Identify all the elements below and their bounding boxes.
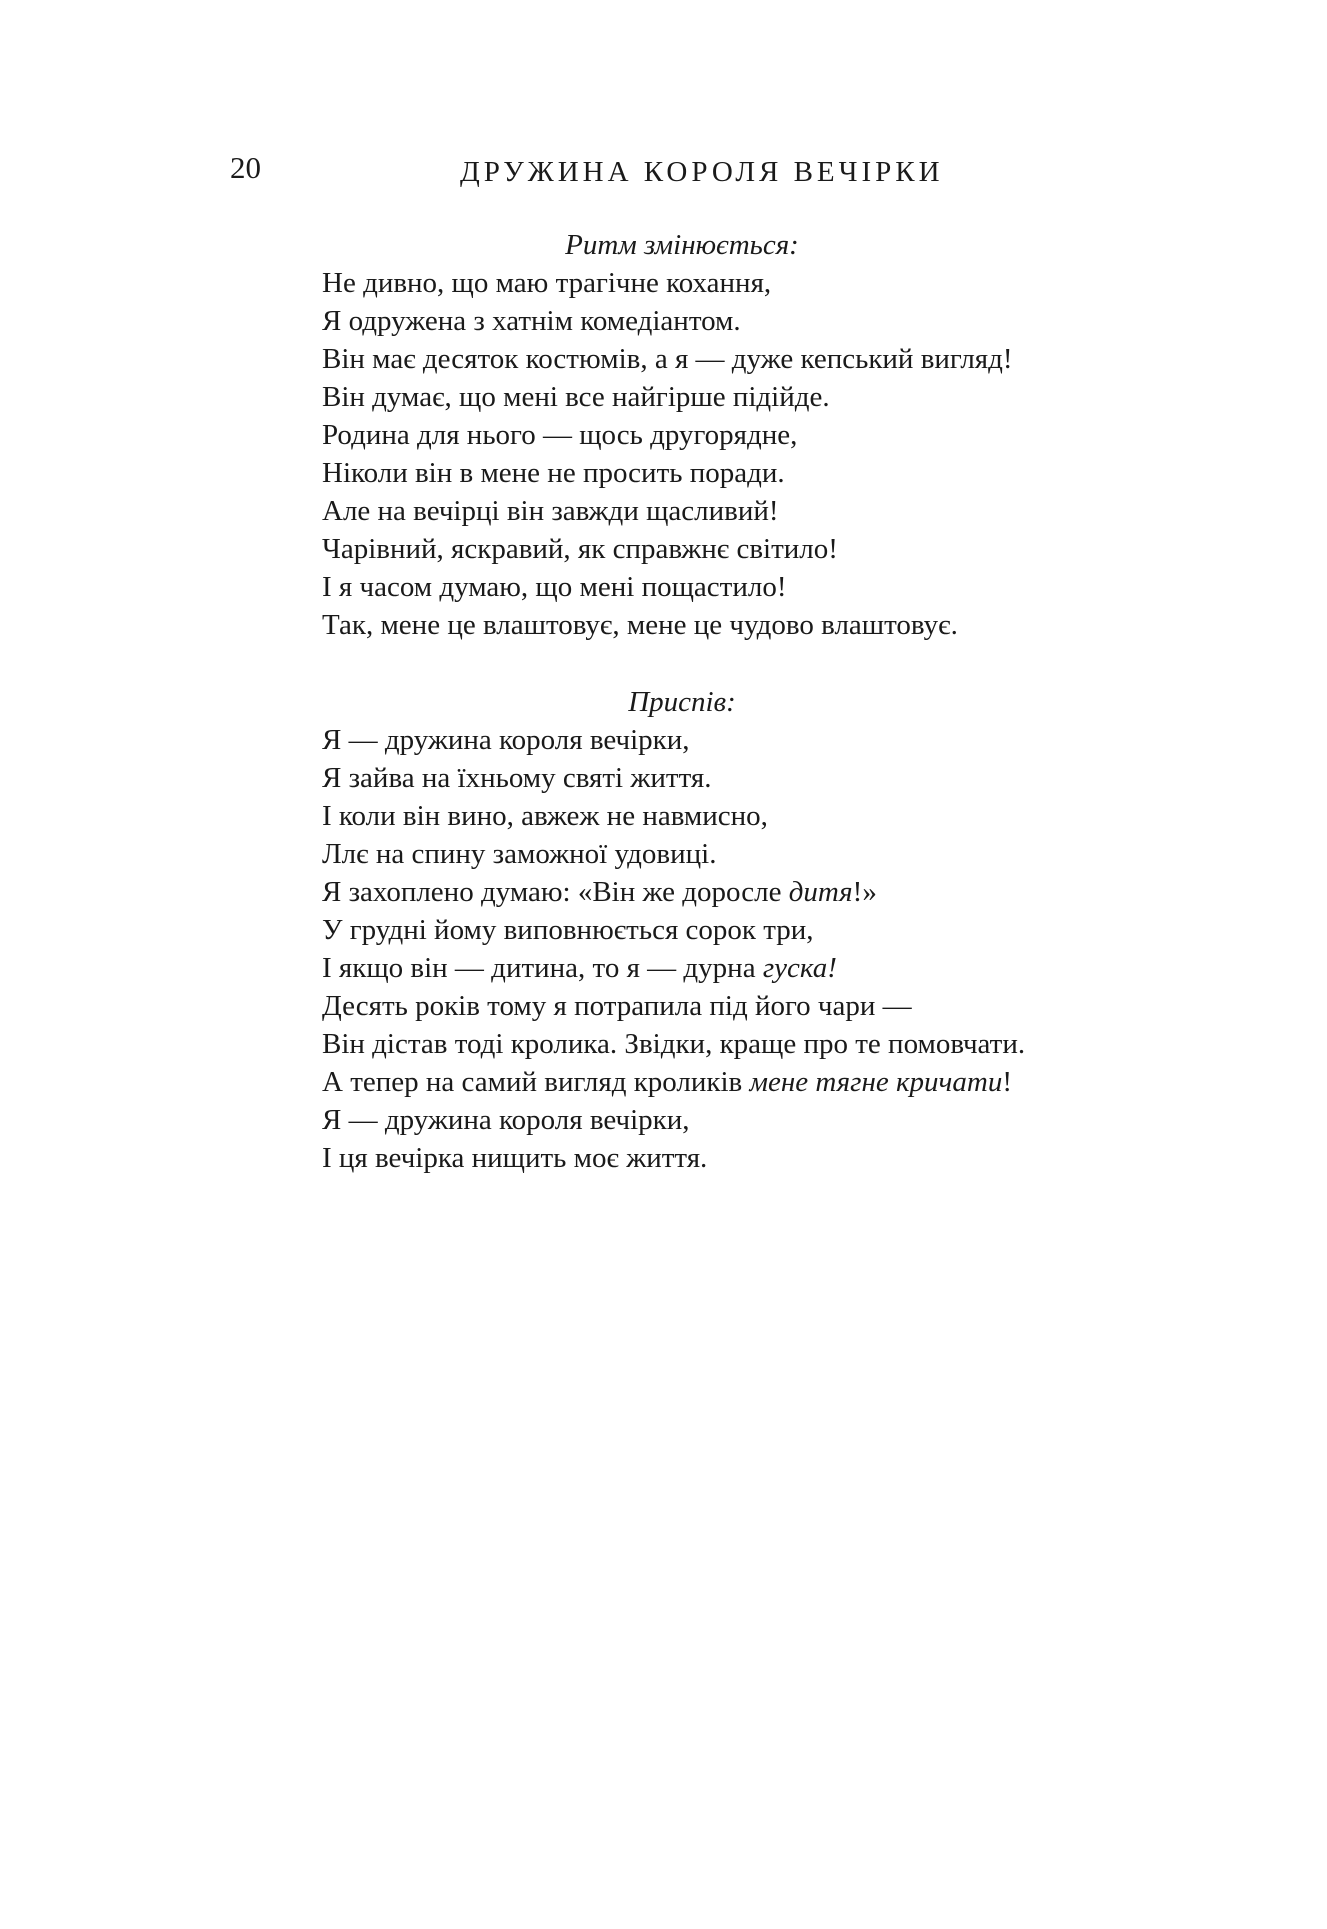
verse-line: Чарівний, яскравий, як справжнє світило! xyxy=(322,533,838,565)
verse-line: Родина для нього — щось другорядне, xyxy=(322,419,798,451)
chorus-line: Я захоплено думаю: «Він же доросле дитя!» xyxy=(322,876,877,908)
chorus-line: Він дістав тоді кролика. Звідки, краще про те помовчати. xyxy=(322,1028,1026,1060)
verse-line: Не дивно, що маю трагічне кохання, xyxy=(322,267,772,299)
italic-word: гуска! xyxy=(762,952,837,984)
chorus-line: У грудні йому виповнюється сорок три, xyxy=(322,914,814,946)
verse-heading: Ритм змінюється: xyxy=(565,229,799,261)
verse-line: Так, мене це влаштовує, мене це чудово влаштовує. xyxy=(322,609,958,641)
chorus-line: А тепер на самий вигляд кроликів мене тягне кричати! xyxy=(322,1066,1013,1098)
chorus-line: І ця вечірка нищить моє життя. xyxy=(322,1142,708,1174)
chorus-line: Я — дружина короля вечірки, xyxy=(322,724,690,756)
verse-line: Я одружена з хатнім комедіантом. xyxy=(322,305,741,337)
chorus-line: І коли він вино, авжеж не навмисно, xyxy=(322,800,768,832)
chorus-line: Десять років тому я потрапила під його чари — xyxy=(322,990,912,1022)
chorus-line: Я — дружина короля вечірки, xyxy=(322,1104,690,1136)
verse-section xyxy=(322,226,1142,644)
chorus-line: Ллє на спину заможної удовиці. xyxy=(322,838,717,870)
page-number: 20 xyxy=(230,150,261,185)
verse-line: Ніколи він в мене не просить поради. xyxy=(322,457,785,489)
verse-lines xyxy=(322,264,1142,644)
italic-word: дитя xyxy=(788,876,853,908)
running-title: ДРУЖИНА КОРОЛЯ ВЕЧІРКИ xyxy=(460,156,944,188)
italic-phrase: мене тягне кричати xyxy=(749,1066,1003,1098)
verse-line: Але на вечірці він завжди щасливий! xyxy=(322,495,779,527)
verse-line: І я часом думаю, що мені пощастило! xyxy=(322,571,787,603)
verse-line: Він думає, що мені все найгірше підійде. xyxy=(322,381,830,413)
chorus-lines xyxy=(322,721,1142,1177)
chorus-section xyxy=(322,683,1142,1177)
chorus-heading: Приспів: xyxy=(628,686,736,718)
verse-line: Він має десяток костюмів, а я — дуже кепський вигляд! xyxy=(322,343,1013,375)
chorus-line: І якщо він — дитина, то я — дурна гуска! xyxy=(322,952,837,984)
chorus-line: Я зайва на їхньому святі життя. xyxy=(322,762,712,794)
